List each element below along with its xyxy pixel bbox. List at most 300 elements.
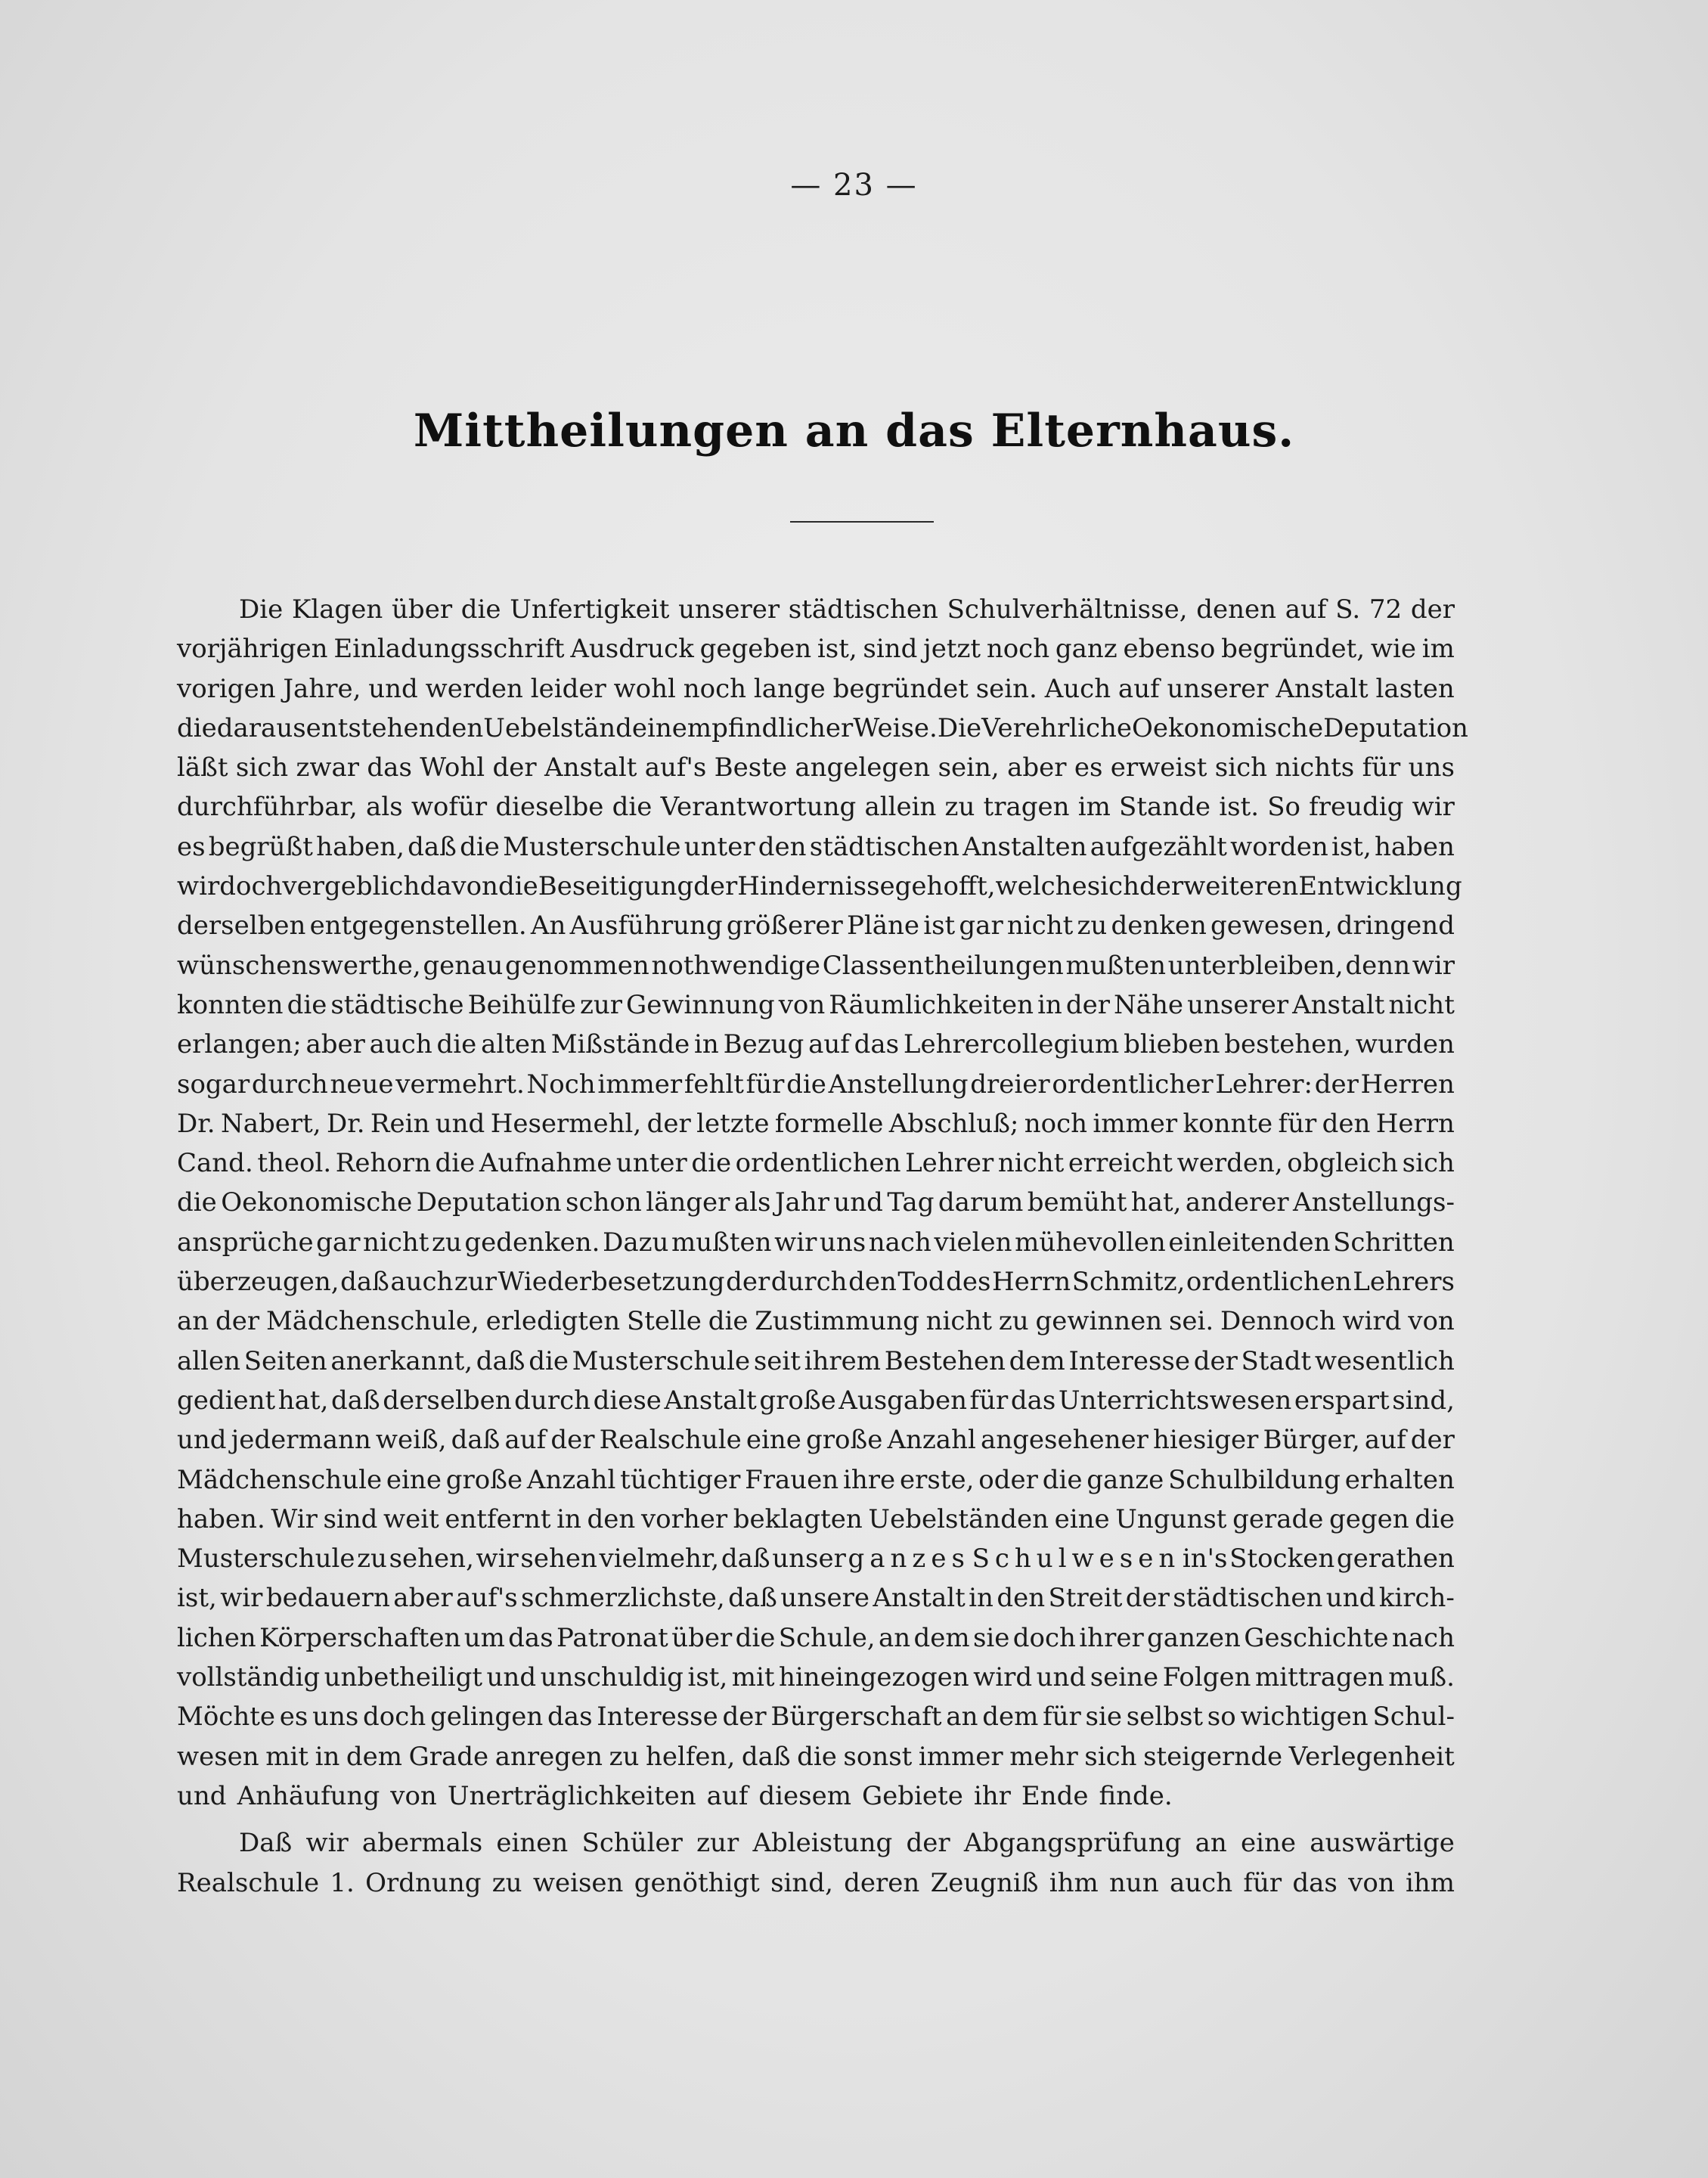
text-line bbox=[177, 1025, 1455, 1064]
word: Lehrercollegium bbox=[903, 1029, 1120, 1060]
word: entfernt bbox=[445, 1503, 551, 1534]
text-line bbox=[177, 629, 1455, 669]
word: es bbox=[177, 831, 206, 862]
word: sind bbox=[863, 634, 918, 665]
word: das bbox=[1010, 1385, 1056, 1416]
word: zwar bbox=[296, 752, 360, 783]
text-line bbox=[177, 748, 1455, 787]
word: mehr bbox=[1009, 1741, 1078, 1772]
word: es bbox=[279, 1702, 308, 1733]
word: derselben bbox=[383, 1385, 512, 1416]
word: aber bbox=[393, 1583, 453, 1614]
word: auf bbox=[504, 1425, 547, 1456]
word: zu bbox=[357, 1544, 387, 1575]
word: ordentlicher bbox=[1052, 1069, 1214, 1100]
word: bedauern bbox=[265, 1583, 390, 1614]
word: haben, bbox=[316, 831, 405, 862]
word: sein. bbox=[975, 673, 1037, 704]
word: eine bbox=[386, 1464, 442, 1495]
word: erste, bbox=[900, 1464, 975, 1495]
word: von bbox=[778, 989, 826, 1020]
word: Gebiete bbox=[862, 1780, 963, 1811]
page-number: — 23 — bbox=[790, 168, 918, 203]
word: so bbox=[1207, 1702, 1236, 1733]
word: an bbox=[878, 1622, 911, 1653]
word: anderer bbox=[1185, 1187, 1289, 1218]
word: einleitenden bbox=[1168, 1227, 1331, 1258]
text-line bbox=[177, 1776, 1455, 1816]
word: wir bbox=[305, 1828, 349, 1859]
word: wesen bbox=[177, 1741, 259, 1772]
word: wir bbox=[476, 1544, 519, 1575]
text-line bbox=[177, 1737, 1455, 1776]
word: Schul- bbox=[1372, 1702, 1455, 1733]
word: ganzen bbox=[1147, 1622, 1241, 1653]
word: auf bbox=[1285, 594, 1327, 625]
word: Die bbox=[937, 712, 982, 743]
word: Entwicklung bbox=[1298, 871, 1462, 902]
word: der bbox=[726, 1267, 770, 1298]
word: zur bbox=[454, 1267, 497, 1298]
word: Unterrichtswesen bbox=[1058, 1385, 1292, 1416]
word: daß bbox=[451, 1425, 501, 1456]
word: für bbox=[969, 1385, 1009, 1416]
word: der bbox=[906, 1828, 950, 1859]
word: auf bbox=[808, 1029, 850, 1060]
word: Schulbildung bbox=[1168, 1464, 1341, 1495]
word: immer bbox=[1093, 1108, 1178, 1139]
word: deren bbox=[844, 1867, 920, 1898]
word: Einladungsschrift bbox=[333, 634, 565, 665]
word: uns bbox=[819, 1227, 866, 1258]
word: Ende bbox=[1021, 1780, 1089, 1811]
word: wir bbox=[774, 1227, 817, 1258]
word: für bbox=[1278, 1108, 1317, 1139]
word: Ordnung bbox=[365, 1867, 482, 1898]
word: der bbox=[1410, 594, 1455, 625]
word: daß bbox=[330, 1385, 380, 1416]
word: nichts bbox=[1275, 752, 1355, 783]
word: Wohl bbox=[420, 752, 485, 783]
word: Stadt bbox=[1241, 1345, 1312, 1376]
word: unschuldig bbox=[540, 1662, 684, 1693]
word: werden bbox=[425, 673, 523, 704]
word: sie bbox=[972, 1622, 1010, 1653]
word: wünschenswerthe, bbox=[177, 950, 421, 981]
text-line bbox=[177, 1539, 1455, 1578]
word: angesehener bbox=[980, 1425, 1148, 1456]
word: auf's bbox=[456, 1583, 518, 1614]
word: formelle bbox=[774, 1108, 884, 1139]
word: sind, bbox=[1392, 1385, 1455, 1416]
word: sein, bbox=[938, 752, 1000, 783]
word: erledigten bbox=[485, 1306, 621, 1337]
word: gehofft, bbox=[894, 871, 996, 902]
word: allen bbox=[177, 1345, 241, 1376]
word: daß bbox=[741, 1741, 791, 1772]
word: leider bbox=[530, 673, 606, 704]
word: Daß bbox=[239, 1828, 293, 1859]
word: dem bbox=[1009, 1345, 1065, 1376]
word: den bbox=[587, 1503, 636, 1534]
word: Schulverhältnisse, bbox=[947, 594, 1188, 625]
word: auswärtige bbox=[1310, 1828, 1455, 1859]
word: ordentlichen bbox=[735, 1148, 901, 1179]
word: städtische bbox=[330, 989, 464, 1020]
word: Realschule bbox=[177, 1867, 320, 1898]
word: Körperschaften bbox=[259, 1622, 461, 1653]
word: Bestehen bbox=[884, 1345, 1006, 1376]
word: Tag bbox=[887, 1187, 935, 1218]
word: Ausgaben bbox=[839, 1385, 967, 1416]
word: wurden bbox=[1355, 1029, 1455, 1060]
word: in's bbox=[1182, 1544, 1228, 1575]
word: und bbox=[368, 673, 418, 704]
word: vorjährigen bbox=[177, 634, 328, 665]
word: genöthigt bbox=[634, 1867, 760, 1898]
word: Musterschule bbox=[572, 1345, 751, 1376]
word: Frauen bbox=[745, 1464, 839, 1495]
word: es bbox=[1074, 752, 1103, 783]
word: um bbox=[463, 1622, 505, 1653]
word: Deputation bbox=[416, 1187, 562, 1218]
word: alten bbox=[481, 1029, 547, 1060]
text-line bbox=[177, 1143, 1455, 1183]
word: ganzes bbox=[848, 1544, 970, 1575]
word: sei. bbox=[1168, 1306, 1214, 1337]
word: dieselbe bbox=[495, 792, 604, 823]
word: die bbox=[287, 989, 327, 1020]
word: wird bbox=[1342, 1306, 1402, 1337]
word: dem bbox=[913, 1622, 970, 1653]
word: Wiederbesetzung bbox=[498, 1267, 725, 1298]
word: nicht bbox=[363, 1227, 429, 1258]
word: 1. bbox=[330, 1867, 355, 1898]
word: durch bbox=[770, 1267, 848, 1298]
word: uns bbox=[1408, 752, 1455, 783]
word: Patronat bbox=[556, 1622, 668, 1653]
word: über bbox=[392, 594, 453, 625]
word: Abgangsprüfung bbox=[963, 1828, 1182, 1859]
word: gewesen, bbox=[1210, 911, 1333, 942]
word: der bbox=[722, 1702, 767, 1733]
word: Anstalt bbox=[1292, 989, 1385, 1020]
word: ebenso bbox=[1123, 634, 1216, 665]
word: große bbox=[759, 1385, 836, 1416]
word: nach bbox=[868, 1227, 931, 1258]
word: erspart bbox=[1294, 1385, 1390, 1416]
word: Rehorn bbox=[335, 1148, 431, 1179]
text-line bbox=[177, 1697, 1455, 1736]
word: zu bbox=[491, 1867, 522, 1898]
word: allein bbox=[864, 792, 937, 823]
word: Lehrer bbox=[905, 1148, 994, 1179]
word: finde. bbox=[1099, 1780, 1173, 1811]
word: in bbox=[556, 1503, 581, 1534]
word: werden, bbox=[1176, 1148, 1283, 1179]
word: Ungunst bbox=[1115, 1503, 1227, 1534]
text-line bbox=[177, 985, 1455, 1025]
word: dem bbox=[982, 1702, 1039, 1733]
word: auf bbox=[1364, 1425, 1406, 1456]
word: nothwendige bbox=[651, 950, 821, 981]
word: Bezug bbox=[723, 1029, 804, 1060]
word: ansprüche bbox=[177, 1227, 314, 1258]
word: auch bbox=[1169, 1867, 1233, 1898]
word: Nabert, bbox=[220, 1108, 321, 1139]
word: Oekonomische bbox=[1132, 712, 1324, 743]
word: vorher bbox=[640, 1503, 728, 1534]
word: Verantwortung bbox=[660, 792, 857, 823]
word: die bbox=[177, 712, 217, 743]
word: den bbox=[758, 831, 807, 862]
word: zu bbox=[432, 1227, 462, 1258]
word: wohl bbox=[613, 673, 676, 704]
word: ihm bbox=[1049, 1867, 1099, 1898]
word: und bbox=[177, 1780, 227, 1811]
word: auf's bbox=[644, 752, 707, 783]
word: Zustimmung bbox=[755, 1306, 919, 1337]
word: kirch- bbox=[1378, 1583, 1455, 1614]
word: die bbox=[529, 1345, 569, 1376]
word: Aufnahme bbox=[479, 1148, 612, 1179]
word: sich bbox=[1402, 1148, 1455, 1179]
word: erreicht bbox=[1068, 1148, 1173, 1179]
word: Räumlichkeiten bbox=[829, 989, 1034, 1020]
word: auf bbox=[1117, 673, 1160, 704]
word: oder bbox=[978, 1464, 1038, 1495]
word: die bbox=[460, 831, 500, 862]
word: unter bbox=[684, 831, 755, 862]
word: Möchte bbox=[177, 1702, 276, 1733]
word: denken bbox=[1111, 911, 1207, 942]
word: beklagten bbox=[733, 1503, 863, 1534]
word: theol. bbox=[257, 1148, 332, 1179]
word: einen bbox=[496, 1828, 569, 1859]
text-line bbox=[177, 1104, 1455, 1143]
word: darum bbox=[938, 1187, 1024, 1218]
text-line bbox=[177, 1302, 1455, 1341]
word: denen bbox=[1196, 594, 1277, 625]
word: Interesse bbox=[597, 1702, 718, 1733]
word: fehlt bbox=[684, 1069, 744, 1100]
word: daß bbox=[476, 1345, 525, 1376]
word: Herrn bbox=[1375, 1108, 1455, 1139]
word: die bbox=[1042, 1464, 1083, 1495]
word: an bbox=[1195, 1828, 1227, 1859]
word: davon bbox=[420, 871, 498, 902]
word: sich bbox=[235, 752, 289, 783]
word: Schritten bbox=[1333, 1227, 1455, 1258]
word: Zeugniß bbox=[930, 1867, 1039, 1898]
word: in bbox=[647, 712, 672, 743]
word: Abschluß; bbox=[888, 1108, 1019, 1139]
word: Nähe bbox=[1114, 989, 1184, 1020]
word: aber bbox=[305, 1029, 365, 1060]
word: Anzahl bbox=[526, 1464, 616, 1495]
word: unser bbox=[772, 1544, 846, 1575]
word: der bbox=[693, 871, 738, 902]
word: nach bbox=[1391, 1622, 1455, 1653]
word: begründet bbox=[832, 673, 969, 704]
word: diesem bbox=[758, 1780, 851, 1811]
word: Musterschule bbox=[503, 831, 681, 862]
word: größerer bbox=[726, 911, 843, 942]
word: nicht bbox=[1388, 989, 1455, 1020]
word: Dazu bbox=[603, 1227, 669, 1258]
word: Stande bbox=[1119, 792, 1211, 823]
word: an bbox=[946, 1702, 978, 1733]
word: unserer bbox=[678, 594, 780, 625]
word: immer bbox=[918, 1741, 1003, 1772]
word: für bbox=[746, 1069, 785, 1100]
text-line bbox=[177, 1262, 1455, 1302]
word: So bbox=[1267, 792, 1300, 823]
word: mit bbox=[731, 1662, 775, 1693]
word: städtischen bbox=[809, 831, 959, 862]
word: Ableistung bbox=[752, 1828, 893, 1859]
word: ist. bbox=[1219, 792, 1260, 823]
word: unter bbox=[615, 1148, 687, 1179]
word: Musterschule bbox=[177, 1544, 355, 1575]
word: muß. bbox=[1388, 1662, 1455, 1693]
word: anregen bbox=[494, 1741, 603, 1772]
word: Uebelständen bbox=[868, 1503, 1049, 1534]
text-line bbox=[177, 669, 1455, 709]
text-line bbox=[177, 1500, 1455, 1539]
word: S. bbox=[1335, 594, 1361, 625]
word: das bbox=[1292, 1867, 1338, 1898]
word: Schmitz, bbox=[1071, 1267, 1186, 1298]
word: mit bbox=[265, 1741, 309, 1772]
word: für bbox=[1362, 752, 1401, 783]
word: ganz bbox=[1055, 634, 1117, 665]
word: Tod bbox=[897, 1267, 945, 1298]
word: auf bbox=[706, 1780, 749, 1811]
word: des bbox=[946, 1267, 991, 1298]
word: überzeugen, bbox=[177, 1267, 339, 1298]
text-line bbox=[177, 787, 1455, 827]
word: in bbox=[1037, 989, 1062, 1020]
word: ihre bbox=[843, 1464, 896, 1495]
word: der bbox=[646, 1108, 691, 1139]
text-line bbox=[177, 1863, 1455, 1903]
word: sind bbox=[323, 1503, 378, 1534]
text-line bbox=[177, 1065, 1455, 1104]
word: in bbox=[694, 1029, 719, 1060]
word: Anstellungs- bbox=[1293, 1187, 1455, 1218]
word: Lehrers bbox=[1353, 1267, 1455, 1298]
word: immer bbox=[597, 1069, 683, 1100]
word: für bbox=[1043, 1702, 1081, 1733]
word: und bbox=[435, 1108, 485, 1139]
word: die bbox=[460, 594, 501, 625]
word: wichtigen bbox=[1240, 1702, 1369, 1733]
word: länger bbox=[646, 1187, 730, 1218]
word: lange bbox=[753, 673, 826, 704]
word: große bbox=[806, 1425, 883, 1456]
word: Gewinnung bbox=[626, 989, 775, 1020]
word: für bbox=[1243, 1867, 1282, 1898]
word: im bbox=[1421, 634, 1455, 665]
word: letzte bbox=[696, 1108, 770, 1139]
word: und bbox=[833, 1187, 883, 1218]
word: der bbox=[1139, 871, 1184, 902]
word: Verlegenheit bbox=[1288, 1741, 1455, 1772]
word: Herrn bbox=[992, 1267, 1071, 1298]
word: Auch bbox=[1044, 673, 1111, 704]
word: auch bbox=[369, 1029, 432, 1060]
word: ordentlichen bbox=[1186, 1267, 1352, 1298]
word: tragen bbox=[983, 792, 1070, 823]
word: unserer bbox=[1187, 989, 1289, 1020]
word: empfindlicher bbox=[671, 712, 854, 743]
word: An bbox=[530, 911, 566, 942]
word: nicht bbox=[925, 1306, 993, 1337]
word: unserer bbox=[1167, 673, 1269, 704]
word: entstehenden bbox=[305, 712, 484, 743]
word: Streit bbox=[1048, 1583, 1123, 1614]
word: wird bbox=[973, 1662, 1033, 1693]
word: sind, bbox=[770, 1867, 833, 1898]
word: angelegen bbox=[795, 752, 931, 783]
word: vergeblich bbox=[282, 871, 420, 902]
word: ist, bbox=[817, 634, 857, 665]
text-line bbox=[177, 1618, 1455, 1658]
word: tüchtiger bbox=[620, 1464, 741, 1495]
word: Bürgerschaft bbox=[770, 1702, 942, 1733]
word: eine bbox=[1241, 1828, 1297, 1859]
word: Dr. bbox=[326, 1108, 365, 1139]
word: zu bbox=[609, 1741, 640, 1772]
word: erhalten bbox=[1344, 1464, 1455, 1495]
word: große bbox=[445, 1464, 523, 1495]
text-line bbox=[177, 1578, 1455, 1618]
word: gewinnen bbox=[1035, 1306, 1163, 1337]
word: daraus bbox=[216, 712, 306, 743]
text-line bbox=[177, 1183, 1455, 1222]
word: im bbox=[1077, 792, 1111, 823]
word: und bbox=[177, 1425, 227, 1456]
word: hiesiger bbox=[1152, 1425, 1259, 1456]
word: nicht bbox=[1006, 911, 1074, 942]
text-line bbox=[177, 946, 1455, 985]
word: Interesse bbox=[1068, 1345, 1190, 1376]
word: Verehrliche bbox=[981, 712, 1133, 743]
word: noch bbox=[1024, 1108, 1088, 1139]
word: ihrer bbox=[1079, 1622, 1144, 1653]
word: wir bbox=[220, 1583, 263, 1614]
word: Jahre, bbox=[283, 673, 361, 704]
word: wesentlich bbox=[1314, 1345, 1455, 1376]
word: seit bbox=[753, 1345, 801, 1376]
word: welche bbox=[995, 871, 1087, 902]
word: jedermann bbox=[231, 1425, 371, 1456]
word: Schulwesen bbox=[972, 1544, 1181, 1575]
word: ihm bbox=[1405, 1867, 1455, 1898]
word: die bbox=[436, 1029, 477, 1060]
word: hat, bbox=[277, 1385, 329, 1416]
word: und bbox=[1325, 1583, 1376, 1614]
word: jetzt bbox=[923, 634, 981, 665]
word: sich bbox=[1086, 871, 1139, 902]
word: den bbox=[997, 1583, 1046, 1614]
word: Anstalten bbox=[962, 831, 1087, 862]
word: über bbox=[671, 1622, 733, 1653]
word: zu bbox=[944, 792, 975, 823]
word: seine bbox=[1090, 1662, 1159, 1693]
section-heading: Mittheilungen an das Elternhaus. bbox=[413, 405, 1295, 458]
